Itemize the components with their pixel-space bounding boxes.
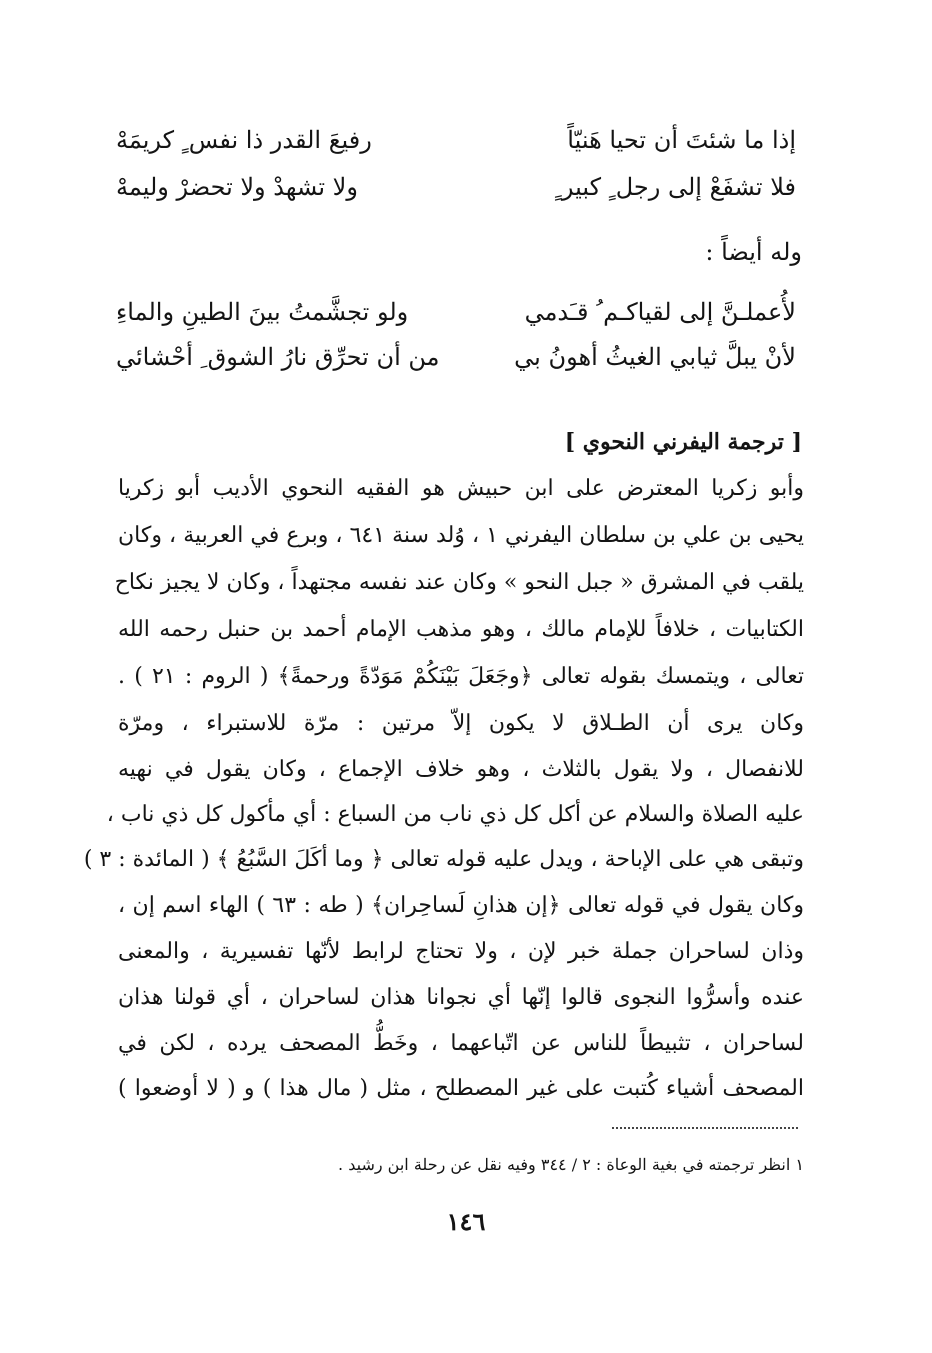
body-line: لساحران ، تثبيطاً للناس عن اتّباعهما ، وخَطُّ المصحف يرده ، لكن في bbox=[118, 1031, 804, 1056]
poem2-verse-1 bbox=[116, 289, 796, 335]
body-line: يلقب في المشرق « جبل النحو » وكان عند نفسه مجتهداً ، وكان لا يجيز نكاح bbox=[114, 570, 804, 595]
poem1-verse-1-second-hemistich: رفيعَ القدر ذا نفس ٍ كريمَهْ bbox=[116, 126, 372, 154]
poem2-verse-2-second-hemistich: من أن تحرِّق نارُ الشوق ِ أحْشائي bbox=[116, 343, 440, 371]
poem1-verse-2-second-hemistich: ولا تشهدْ ولا تحضرْ وليمهْ bbox=[116, 173, 358, 201]
body-line: يحيى بن علي بن سلطان اليفرني ١ ، وُلد سنة ٦٤١ ، وبرع في العربية ، وكان bbox=[118, 523, 804, 548]
page-number: ١٤٦ bbox=[446, 1207, 486, 1236]
body-line: وكان يقول في قوله تعالى ﴿إن هذانِ لَساحِران﴾ ( طه : ٦٣ ) الهاء اسم إن ، bbox=[118, 893, 804, 918]
body-line: للانفصال ، ولا يقول بالثلاث ، وهو خلاف الإجماع ، وكان يقول في نهيه bbox=[118, 757, 804, 782]
body-line: الكتابيات ، خلافاً للإمام مالك ، وهو مذهب الإمام أحمد بن حنبل رحمه الله bbox=[118, 617, 804, 642]
body-line: عليه الصلاة والسلام عن أكل كل ذي ناب من السباع : أي مأكول كل ذي ناب ، bbox=[106, 802, 804, 827]
poem2-verse-2 bbox=[116, 334, 796, 380]
body-line: تعالى ، ويتمسك بقوله تعالى ﴿وجَعَلَ بَيْنَكُمْ مَوَدّةً ورحمةً﴾ ( الروم : ٢١ ) . bbox=[118, 664, 804, 689]
body-line: عنده وأسرُّوا النجوى قالوا إنّها أي نجوانا هذان لساحران ، أي قولنا هذان bbox=[118, 985, 804, 1010]
poem1-verse-2 bbox=[116, 164, 796, 210]
body-line: وكان يرى أن الطـلاق لا يكون إلاّ مرتين : مرّة للاستبراء ، ومرّة bbox=[118, 711, 804, 736]
poem2-verse-1-second-hemistich: ولو تجشَّمتُ بينَ الطينِ والماءِ bbox=[116, 298, 409, 326]
body-line: وأبو زكريا المعترض على ابن حبيش هو الفقيه النحوي الأديب أبو زكريا bbox=[118, 476, 804, 501]
poem1-verse-1-first-hemistich: إذا ما شئتَ أن تحيا هَنيّاً bbox=[567, 126, 796, 154]
poem2-verse-2-first-hemistich: لأنْ يبلَّ ثيابي الغيثُ أهونُ بي bbox=[514, 343, 796, 371]
poem1-verse-2-first-hemistich: فلا تشفَعْ إلى رجل ٍ كبير ٍ bbox=[554, 173, 796, 201]
section-heading: [ ترجمة اليفرني النحوي ] bbox=[564, 429, 802, 455]
body-line: وذان لساحران جملة خبر لإن ، ولا تحتاج لرابط لأنّها تفسيرية ، والمعنى bbox=[118, 939, 804, 964]
body-line: المصحف أشياء كُتبت على غير المصطلح ، مثل ( مال هذا ) و ( لا أوضعوا ) bbox=[118, 1076, 804, 1101]
poem2-verse-1-first-hemistich: لأُعملـنَّ إلى لقياكـم ُ قـَدمي bbox=[524, 298, 796, 326]
poem1-verse-1 bbox=[116, 117, 796, 163]
footnote-separator bbox=[612, 1127, 798, 1129]
footnote: ١ انظر ترجمته في بغية الوعاة : ٢ / ٣٤٤ وفيه نقل عن رحلة ابن رشيد . bbox=[338, 1155, 804, 1174]
body-line: وتبقى هي على الإباحة ، ويدل عليه قوله تعالى ﴿ وما أكَلَ السَّبُعُ ﴾ ( المائدة : ٣ ) bbox=[83, 847, 804, 872]
poem2-intro: وله أيضاً : bbox=[705, 238, 802, 266]
